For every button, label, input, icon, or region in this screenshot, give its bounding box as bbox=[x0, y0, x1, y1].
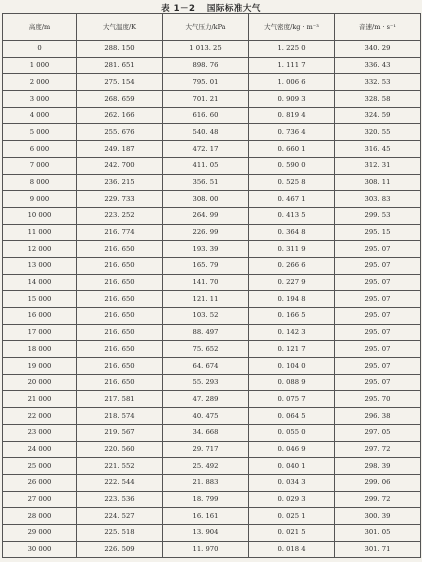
cell-pressure: 29. 717 bbox=[163, 441, 249, 458]
cell-altitude: 8 000 bbox=[3, 174, 77, 191]
cell-density: 0. 166 5 bbox=[249, 308, 335, 325]
cell-density: 0. 142 3 bbox=[249, 324, 335, 341]
table-row bbox=[3, 341, 421, 358]
cell-pressure: 18. 799 bbox=[163, 491, 249, 508]
cell-temperature: 255. 676 bbox=[77, 124, 163, 141]
cell-altitude: 29 000 bbox=[3, 524, 77, 541]
cell-pressure: 616. 60 bbox=[163, 107, 249, 124]
cell-speed-of-sound: 295. 07 bbox=[335, 358, 421, 375]
cell-density: 0. 364 8 bbox=[249, 224, 335, 241]
header-density: 大气密度/kg · m⁻³ bbox=[249, 14, 335, 41]
table-row bbox=[3, 491, 421, 508]
cell-density: 0. 467 1 bbox=[249, 191, 335, 208]
cell-pressure: 47. 289 bbox=[163, 391, 249, 408]
cell-pressure: 16. 161 bbox=[163, 508, 249, 525]
cell-speed-of-sound: 308. 11 bbox=[335, 174, 421, 191]
cell-pressure: 21. 883 bbox=[163, 474, 249, 491]
table-row bbox=[3, 41, 421, 58]
cell-altitude: 17 000 bbox=[3, 324, 77, 341]
cell-temperature: 216. 650 bbox=[77, 241, 163, 258]
cell-density: 0. 660 1 bbox=[249, 141, 335, 158]
cell-temperature: 236. 215 bbox=[77, 174, 163, 191]
cell-pressure: 226. 99 bbox=[163, 224, 249, 241]
cell-temperature: 219. 567 bbox=[77, 424, 163, 441]
cell-density: 0. 194 8 bbox=[249, 291, 335, 308]
cell-altitude: 16 000 bbox=[3, 308, 77, 325]
cell-density: 1. 225 0 bbox=[249, 41, 335, 58]
cell-pressure: 1 013. 25 bbox=[163, 41, 249, 58]
cell-temperature: 223. 536 bbox=[77, 491, 163, 508]
cell-density: 0. 104 0 bbox=[249, 358, 335, 375]
cell-temperature: 288. 150 bbox=[77, 41, 163, 58]
cell-speed-of-sound: 312. 31 bbox=[335, 157, 421, 174]
cell-density: 0. 088 9 bbox=[249, 374, 335, 391]
cell-density: 0. 819 4 bbox=[249, 107, 335, 124]
cell-altitude: 20 000 bbox=[3, 374, 77, 391]
cell-pressure: 411. 05 bbox=[163, 157, 249, 174]
cell-altitude: 13 000 bbox=[3, 257, 77, 274]
cell-pressure: 356. 51 bbox=[163, 174, 249, 191]
cell-speed-of-sound: 301. 05 bbox=[335, 524, 421, 541]
table-row bbox=[3, 257, 421, 274]
cell-speed-of-sound: 316. 45 bbox=[335, 141, 421, 158]
cell-speed-of-sound: 296. 38 bbox=[335, 408, 421, 425]
cell-density: 0. 046 9 bbox=[249, 441, 335, 458]
cell-speed-of-sound: 340. 29 bbox=[335, 41, 421, 58]
cell-pressure: 701. 21 bbox=[163, 91, 249, 108]
cell-pressure: 25. 492 bbox=[163, 458, 249, 475]
cell-density: 0. 040 1 bbox=[249, 458, 335, 475]
cell-speed-of-sound: 303. 83 bbox=[335, 191, 421, 208]
cell-temperature: 220. 560 bbox=[77, 441, 163, 458]
header-pressure: 大气压力/kPa bbox=[163, 14, 249, 41]
table-row bbox=[3, 174, 421, 191]
cell-altitude: 23 000 bbox=[3, 424, 77, 441]
cell-altitude: 26 000 bbox=[3, 474, 77, 491]
cell-density: 0. 590 0 bbox=[249, 157, 335, 174]
cell-pressure: 795. 01 bbox=[163, 74, 249, 91]
cell-temperature: 216. 650 bbox=[77, 291, 163, 308]
table-row bbox=[3, 441, 421, 458]
cell-density: 0. 021 5 bbox=[249, 524, 335, 541]
cell-altitude: 18 000 bbox=[3, 341, 77, 358]
cell-density: 0. 029 3 bbox=[249, 491, 335, 508]
cell-pressure: 193. 39 bbox=[163, 241, 249, 258]
cell-temperature: 216. 650 bbox=[77, 257, 163, 274]
cell-temperature: 216. 774 bbox=[77, 224, 163, 241]
cell-pressure: 141. 70 bbox=[163, 274, 249, 291]
cell-speed-of-sound: 295. 07 bbox=[335, 374, 421, 391]
cell-density: 0. 525 8 bbox=[249, 174, 335, 191]
table-row bbox=[3, 224, 421, 241]
cell-temperature: 242. 700 bbox=[77, 157, 163, 174]
cell-density: 0. 736 4 bbox=[249, 124, 335, 141]
cell-speed-of-sound: 299. 53 bbox=[335, 207, 421, 224]
cell-altitude: 28 000 bbox=[3, 508, 77, 525]
cell-temperature: 268. 659 bbox=[77, 91, 163, 108]
table-row bbox=[3, 241, 421, 258]
cell-altitude: 24 000 bbox=[3, 441, 77, 458]
cell-temperature: 249. 187 bbox=[77, 141, 163, 158]
table-header-row bbox=[3, 14, 421, 41]
table-row bbox=[3, 57, 421, 74]
cell-speed-of-sound: 295. 07 bbox=[335, 257, 421, 274]
cell-temperature: 224. 527 bbox=[77, 508, 163, 525]
table-row bbox=[3, 408, 421, 425]
cell-pressure: 264. 99 bbox=[163, 207, 249, 224]
cell-altitude: 1 000 bbox=[3, 57, 77, 74]
cell-speed-of-sound: 300. 39 bbox=[335, 508, 421, 525]
cell-altitude: 30 000 bbox=[3, 541, 77, 558]
cell-temperature: 222. 544 bbox=[77, 474, 163, 491]
cell-temperature: 223. 252 bbox=[77, 207, 163, 224]
table-row bbox=[3, 274, 421, 291]
cell-pressure: 165. 79 bbox=[163, 257, 249, 274]
table-row bbox=[3, 541, 421, 558]
cell-pressure: 540. 48 bbox=[163, 124, 249, 141]
table-number: 表 1－2 bbox=[161, 4, 196, 14]
cell-temperature: 281. 651 bbox=[77, 57, 163, 74]
header-speed-of-sound: 音速/m · s⁻¹ bbox=[335, 14, 421, 41]
cell-speed-of-sound: 295. 07 bbox=[335, 291, 421, 308]
table-row bbox=[3, 474, 421, 491]
cell-altitude: 25 000 bbox=[3, 458, 77, 475]
cell-speed-of-sound: 301. 71 bbox=[335, 541, 421, 558]
cell-pressure: 898. 76 bbox=[163, 57, 249, 74]
cell-altitude: 14 000 bbox=[3, 274, 77, 291]
table-row bbox=[3, 391, 421, 408]
cell-density: 0. 909 3 bbox=[249, 91, 335, 108]
cell-pressure: 40. 475 bbox=[163, 408, 249, 425]
cell-pressure: 121. 11 bbox=[163, 291, 249, 308]
cell-temperature: 221. 552 bbox=[77, 458, 163, 475]
cell-altitude: 19 000 bbox=[3, 358, 77, 375]
cell-speed-of-sound: 324. 59 bbox=[335, 107, 421, 124]
cell-pressure: 11. 970 bbox=[163, 541, 249, 558]
cell-density: 0. 018 4 bbox=[249, 541, 335, 558]
cell-altitude: 6 000 bbox=[3, 141, 77, 158]
cell-temperature: 216. 650 bbox=[77, 324, 163, 341]
cell-density: 0. 064 5 bbox=[249, 408, 335, 425]
cell-altitude: 7 000 bbox=[3, 157, 77, 174]
cell-temperature: 216. 650 bbox=[77, 274, 163, 291]
standard-atmosphere-table bbox=[2, 13, 421, 558]
cell-altitude: 27 000 bbox=[3, 491, 77, 508]
cell-altitude: 2 000 bbox=[3, 74, 77, 91]
table-row bbox=[3, 91, 421, 108]
cell-altitude: 3 000 bbox=[3, 91, 77, 108]
table-row bbox=[3, 291, 421, 308]
cell-speed-of-sound: 320. 55 bbox=[335, 124, 421, 141]
cell-temperature: 216. 650 bbox=[77, 374, 163, 391]
table-row bbox=[3, 207, 421, 224]
cell-density: 0. 266 6 bbox=[249, 257, 335, 274]
cell-altitude: 9 000 bbox=[3, 191, 77, 208]
cell-density: 1. 006 6 bbox=[249, 74, 335, 91]
cell-altitude: 5 000 bbox=[3, 124, 77, 141]
cell-pressure: 64. 674 bbox=[163, 358, 249, 375]
table-row bbox=[3, 458, 421, 475]
cell-speed-of-sound: 295. 07 bbox=[335, 241, 421, 258]
table-title: 国际标准大气 bbox=[206, 4, 261, 14]
cell-pressure: 34. 668 bbox=[163, 424, 249, 441]
cell-density: 0. 075 7 bbox=[249, 391, 335, 408]
table-row bbox=[3, 191, 421, 208]
cell-density: 1. 111 7 bbox=[249, 57, 335, 74]
cell-temperature: 275. 154 bbox=[77, 74, 163, 91]
cell-speed-of-sound: 328. 58 bbox=[335, 91, 421, 108]
cell-speed-of-sound: 297. 72 bbox=[335, 441, 421, 458]
cell-temperature: 226. 509 bbox=[77, 541, 163, 558]
table-row bbox=[3, 508, 421, 525]
cell-density: 0. 227 9 bbox=[249, 274, 335, 291]
table-row bbox=[3, 524, 421, 541]
cell-density: 0. 413 5 bbox=[249, 207, 335, 224]
cell-speed-of-sound: 295. 07 bbox=[335, 324, 421, 341]
cell-altitude: 12 000 bbox=[3, 241, 77, 258]
cell-temperature: 216. 650 bbox=[77, 341, 163, 358]
cell-pressure: 103. 52 bbox=[163, 308, 249, 325]
cell-speed-of-sound: 295. 70 bbox=[335, 391, 421, 408]
cell-temperature: 229. 733 bbox=[77, 191, 163, 208]
cell-density: 0. 055 0 bbox=[249, 424, 335, 441]
cell-speed-of-sound: 297. 05 bbox=[335, 424, 421, 441]
cell-temperature: 262. 166 bbox=[77, 107, 163, 124]
table-row bbox=[3, 124, 421, 141]
cell-temperature: 225. 518 bbox=[77, 524, 163, 541]
table-row bbox=[3, 141, 421, 158]
cell-pressure: 88. 497 bbox=[163, 324, 249, 341]
table-body bbox=[3, 41, 421, 558]
cell-altitude: 11 000 bbox=[3, 224, 77, 241]
cell-speed-of-sound: 295. 15 bbox=[335, 224, 421, 241]
cell-density: 0. 121 7 bbox=[249, 341, 335, 358]
cell-speed-of-sound: 332. 53 bbox=[335, 74, 421, 91]
cell-speed-of-sound: 336. 43 bbox=[335, 57, 421, 74]
table-row bbox=[3, 374, 421, 391]
cell-speed-of-sound: 295. 07 bbox=[335, 308, 421, 325]
cell-temperature: 216. 650 bbox=[77, 358, 163, 375]
table-row bbox=[3, 157, 421, 174]
cell-density: 0. 311 9 bbox=[249, 241, 335, 258]
cell-temperature: 217. 581 bbox=[77, 391, 163, 408]
cell-pressure: 13. 904 bbox=[163, 524, 249, 541]
cell-temperature: 218. 574 bbox=[77, 408, 163, 425]
cell-altitude: 15 000 bbox=[3, 291, 77, 308]
cell-pressure: 55. 293 bbox=[163, 374, 249, 391]
cell-density: 0. 025 1 bbox=[249, 508, 335, 525]
cell-density: 0. 034 3 bbox=[249, 474, 335, 491]
cell-temperature: 216. 650 bbox=[77, 308, 163, 325]
table-row bbox=[3, 358, 421, 375]
cell-pressure: 75. 652 bbox=[163, 341, 249, 358]
table-row bbox=[3, 74, 421, 91]
table-row bbox=[3, 324, 421, 341]
cell-altitude: 22 000 bbox=[3, 408, 77, 425]
header-temperature: 大气温度/K bbox=[77, 14, 163, 41]
cell-speed-of-sound: 298. 39 bbox=[335, 458, 421, 475]
cell-speed-of-sound: 295. 07 bbox=[335, 341, 421, 358]
cell-altitude: 0 bbox=[3, 41, 77, 58]
cell-speed-of-sound: 299. 06 bbox=[335, 474, 421, 491]
table-row bbox=[3, 107, 421, 124]
cell-altitude: 10 000 bbox=[3, 207, 77, 224]
cell-speed-of-sound: 299. 72 bbox=[335, 491, 421, 508]
table-row bbox=[3, 424, 421, 441]
table-row bbox=[3, 308, 421, 325]
header-altitude: 高度/m bbox=[3, 14, 77, 41]
cell-pressure: 308. 00 bbox=[163, 191, 249, 208]
cell-altitude: 21 000 bbox=[3, 391, 77, 408]
cell-altitude: 4 000 bbox=[3, 107, 77, 124]
cell-speed-of-sound: 295. 07 bbox=[335, 274, 421, 291]
cell-pressure: 472. 17 bbox=[163, 141, 249, 158]
